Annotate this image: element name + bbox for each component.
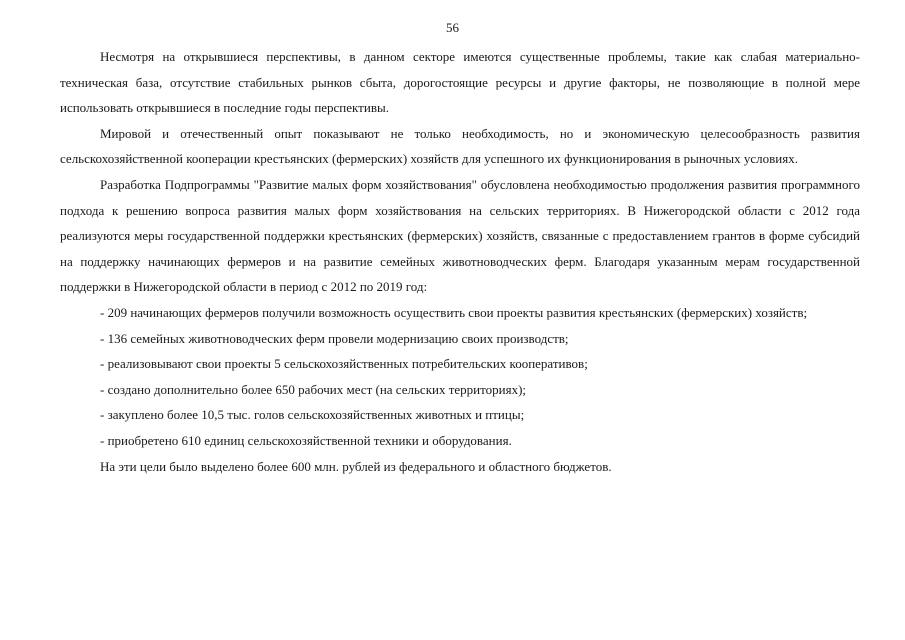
paragraph-funding: На эти цели было выделено более 600 млн. рублей из федерального и областного бюджетов. [100, 458, 612, 474]
list-item: - создано дополнительно более 650 рабочих мест (на сельских территориях); [100, 381, 527, 397]
list-item: - реализовывают свои проекты 5 сельскохозяйственных потребительских кооперативов; [100, 356, 588, 372]
results-list [60, 300, 860, 454]
list-item: - 209 начинающих фермеров получили возможность осуществить свои проекты развития крестьянских (фермерских) хозяйств; [100, 304, 808, 320]
paragraph-experience: Мировой и отечественный опыт показывают не только необходимость, но и экономическую целесообразность развития сельскохозяйственной кооперации крестьянских (фермерских) хозяйств для успешного их функционирования в рыночных условиях. [60, 125, 860, 167]
document-body [60, 44, 860, 479]
paragraph-problems: Несмотря на открывшиеся перспективы, в данном секторе имеются существенные проблемы, такие как слабая материально-техническая база, отсутствие стабильных рынков сбыта, дорогостоящие ресурсы и другие факторы, не позволяющие в полной мере использовать открывшиеся в последние годы перспективы. [60, 49, 860, 116]
paragraph-subprogram: Разработка Подпрограммы "Развитие малых форм хозяйствования" обусловлена необходимостью продолжения развития программного подхода к решению вопроса развития малых форм хозяйствования на сельских территориях. В Нижегородской области с 2012 года реализуются меры государственной поддержки крестьянских (фермерских) хозяйств, связанные с предоставлением грантов в форме субсидий на поддержку начинающих фермеров и на развитие семейных животноводческих ферм. Благодаря указанным мерам государственной поддержки в Нижегородской области в период с 2012 по 2019 год: [60, 176, 860, 295]
list-item: - закуплено более 10,5 тыс. голов сельскохозяйственных животных и птицы; [100, 407, 525, 423]
page-number: 56 [446, 20, 459, 35]
list-item: - приобретено 610 единиц сельскохозяйственной техники и оборудования. [100, 432, 512, 448]
list-item: - 136 семейных животноводческих ферм провели модернизацию своих производств; [100, 330, 569, 346]
